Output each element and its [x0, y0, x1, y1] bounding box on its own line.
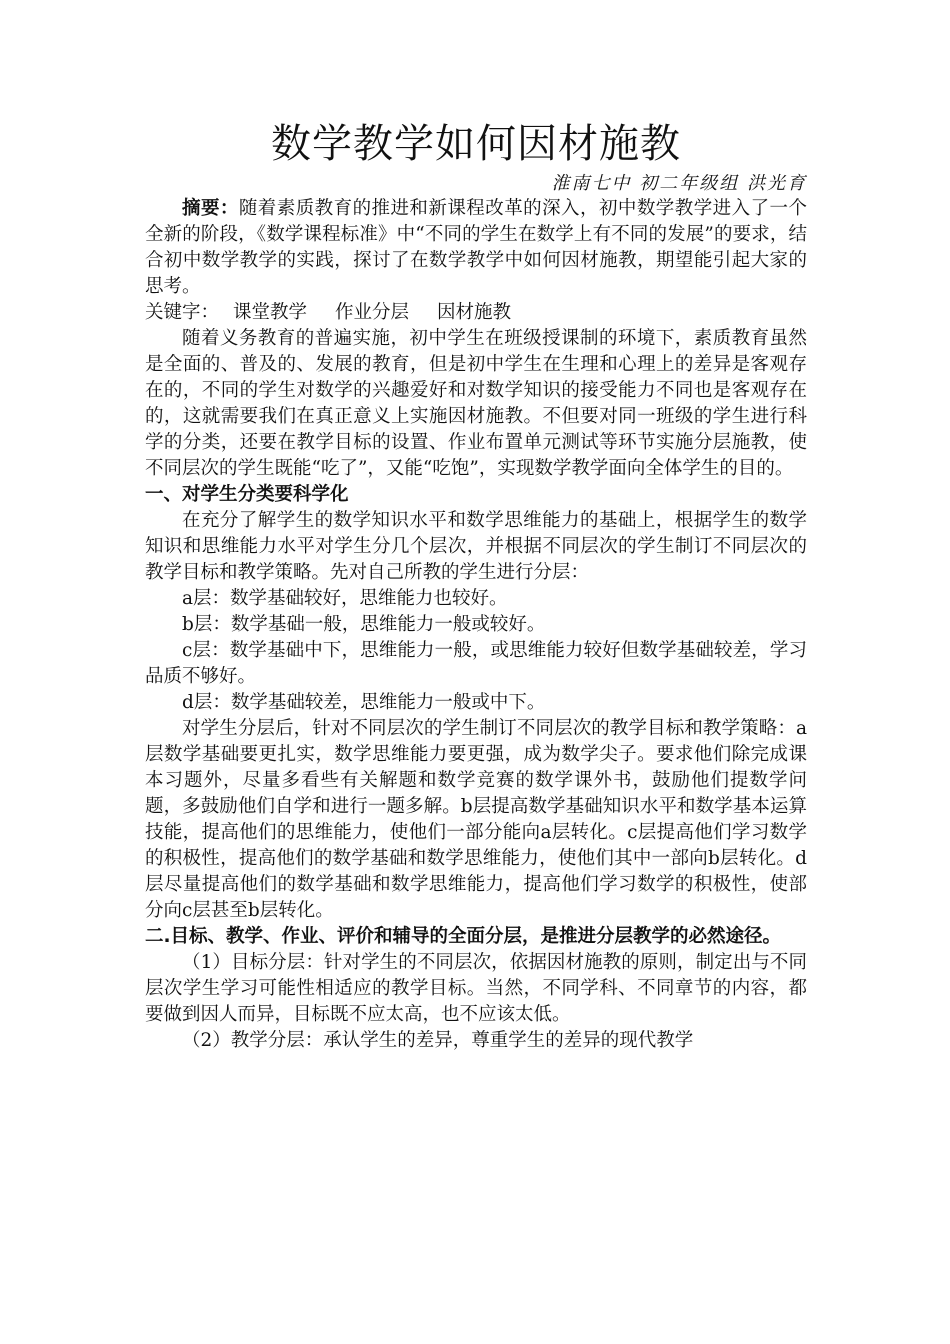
section-2-heading: 二.目标、教学、作业、评价和辅导的全面分层，是推进分层教学的必然途径。	[145, 926, 782, 947]
level-a-item: a层：数学基础较好，思维能力也较好。	[182, 588, 508, 609]
section-1-strategy-paragraph: 对学生分层后，针对不同层次的学生制订不同层次的教学目标和教学策略：a层数学基础要更扎实，数学思维能力要更强，成为数学尖子。要求他们除完成课本习题外，尽量多看些有关解题和数学竞赛的数学课外书，鼓励他们提数学问题，多鼓励他们自学和进行一题多解。b层提高数学基础知识水平和数学基本运算技能，提高他们的思维能力，使他们一部分能向a层转化。c层提高他们学习数学的积极性，提高他们的数学基础和数学思维能力，使他们其中一部向b层转化。d层尽量提高他们的数学基础和数学思维能力，提高他们学习数学的积极性，使部分向c层甚至b层转化。	[145, 718, 807, 921]
abstract-text: 随着素质教育的推进和新课程改革的深入，初中数学教学进入了一个全新的阶段，《数学课程标准》中“不同的学生在数学上有不同的发展”的要求，结合初中数学教学的实践，探讨了在数学教学中如何因材施教，期望能引起大家的思考。	[145, 198, 807, 297]
keyword-item: 作业分层	[335, 302, 410, 323]
document-page	[145, 118, 807, 1054]
keywords-label: 关键字：	[145, 302, 220, 323]
level-d-item: d层：数学基础较差，思维能力一般或中下。	[182, 692, 546, 713]
keywords-line	[145, 300, 807, 326]
keyword-item: 因材施教	[437, 302, 512, 323]
keyword-item: 课堂教学	[233, 302, 308, 323]
section-2-goal-paragraph: （1）目标分层：针对学生的不同层次，依据因材施教的原则，制定出与不同层次学生学习可能性相适应的教学目标。当然，不同学科、不同章节的内容，都要做到因人而异，目标既不应太高，也不应该太低。	[145, 952, 807, 1025]
document-title: 数学教学如何因材施教	[271, 121, 681, 167]
abstract-label: 摘要：	[182, 198, 239, 219]
section-2-teaching-paragraph: （2）教学分层：承认学生的差异，尊重学生的差异的现代教学	[182, 1030, 694, 1051]
author-line: 淮南七中 初二年级组 洪光育	[551, 173, 807, 194]
section-1-heading: 一、对学生分类要科学化	[145, 484, 349, 505]
intro-paragraph: 随着义务教育的普遍实施，初中学生在班级授课制的环境下，素质教育虽然是全面的、普及的、发展的教育，但是初中学生在生理和心理上的差异是客观存在的，不同的学生对数学的兴趣爱好和对数学知识的接受能力不同也是客观存在的，这就需要我们在真正意义上实施因材施教。不但要对同一班级的学生进行科学的分类，还要在教学目标的设置、作业布置单元测试等环节实施分层施教，使不同层次的学生既能“吃了”，又能“吃饱”，实现数学教学面向全体学生的目的。	[145, 328, 807, 479]
level-b-item: b层：数学基础一般，思维能力一般或较好。	[182, 614, 546, 635]
level-c-item: c层：数学基础中下，思维能力一般，或思维能力较好但数学基础较差，学习品质不够好。	[145, 640, 807, 687]
abstract-paragraph	[145, 196, 807, 300]
section-1-paragraph: 在充分了解学生的数学知识水平和数学思维能力的基础上，根据学生的数学知识和思维能力水平对学生分几个层次，并根据不同层次的学生制订不同层次的教学目标和教学策略。先对自己所教的学生进行分层：	[145, 510, 807, 583]
